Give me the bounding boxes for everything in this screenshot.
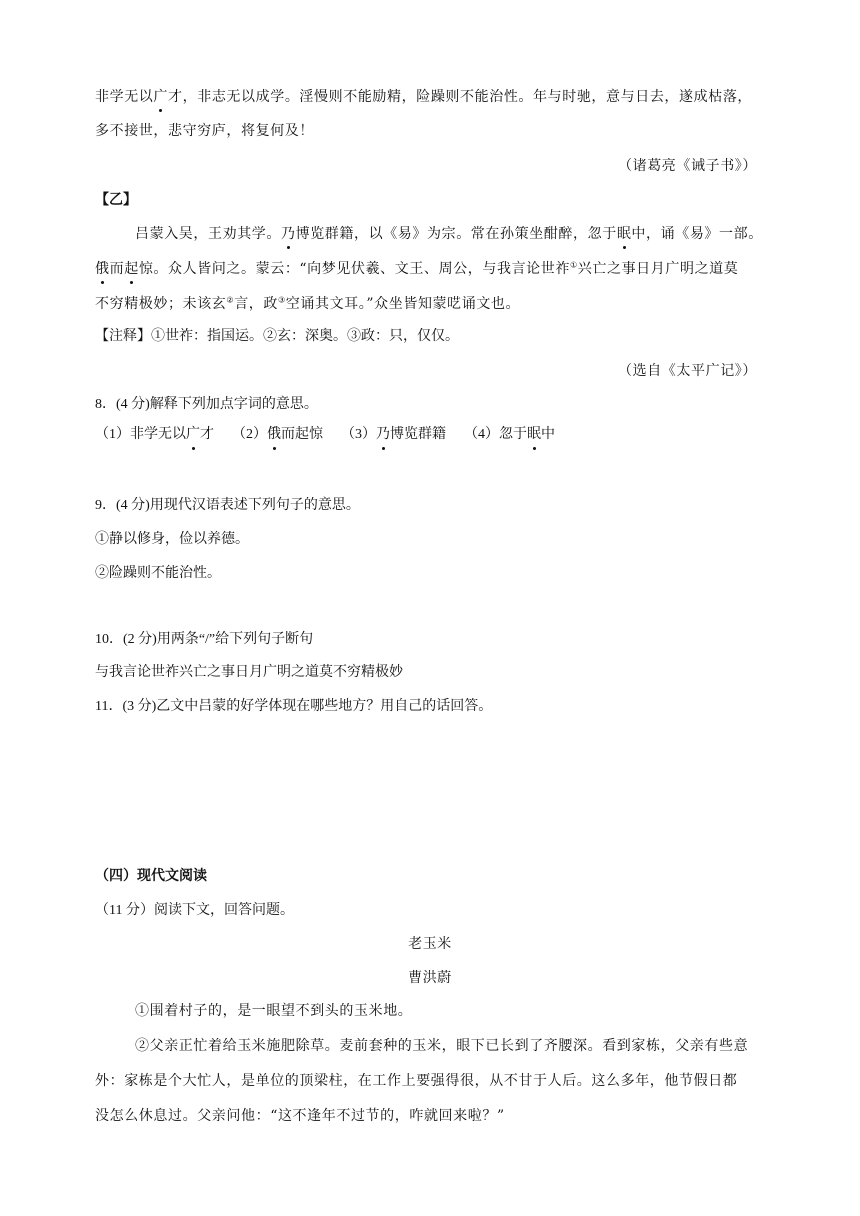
emphasis-dot-q8-4: 眠 [527, 425, 541, 445]
emphasis-dot-e: 俄 [95, 261, 110, 277]
yi-source: （选自《太平广记》） [618, 363, 757, 379]
jia-line-2: 多不接世，悲守穷庐，将复何及！ [95, 123, 314, 139]
question-10-sentence: 与我言论世祚兴亡之事日月广明之道莫不穷精极妙 [95, 665, 403, 680]
article-title: 老玉米 [408, 936, 452, 952]
question-9-sentence-2: ②险躁则不能治性。 [95, 566, 221, 581]
yi-heading: 【乙】 [95, 193, 137, 208]
emphasis-dot-q8-3: 乃 [376, 425, 390, 445]
emphasis-dot-nai: 乃 [281, 226, 296, 242]
question-10: 10．(2 分)用两条“/”给下列句子断句 [95, 632, 314, 647]
footnote-mark-3: ③ [278, 295, 286, 305]
jia-line-1: 非学无以广才，非志无以成学。淫慢则不能励精，险躁则不能治性。年与时驰，意与日去，遂成枯落， [95, 89, 753, 105]
question-9: 9．(4 分)用现代汉语表述下列句子的意思。 [95, 498, 360, 513]
emphasis-dot-mian: 眠 [616, 226, 632, 242]
section-4-heading: （四）现代文阅读 [95, 869, 207, 884]
jia-source: （诸葛亮《诫子书》） [618, 158, 757, 174]
article-paragraph-1: ①围着村子的，是一眼望不到头的玉米地。 [135, 1003, 413, 1019]
yi-line-3: 不穷精极妙；未该玄②言，政③空诵其文耳。”众坐皆知蒙呓诵文也。 [95, 295, 521, 312]
question-9-sentence-1: ①静以修身，俭以养德。 [95, 532, 249, 547]
footnote-mark-1: ① [569, 260, 578, 270]
article-paragraph-2-line-2: 外：家栋是个大忙人，是单位的顶梁柱，在工作上要强得很，从不甘于人后。这么多年，他节假日都 [95, 1073, 738, 1089]
question-8-items: （1）非学无以广才 （2）俄而起惊 （3）乃博览群籍 （4）忽于眠中 [95, 425, 555, 445]
section-4-intro: （11 分）阅读下文，回答问题。 [95, 903, 294, 918]
emphasis-dot-guang: 广 [153, 89, 169, 105]
footnote-mark-2: ② [226, 295, 235, 305]
question-11: 11．(3 分)乙文中吕蒙的好学体现在哪些地方？用自己的话回答。 [95, 699, 493, 714]
emphasis-dot-q8-1: 广 [186, 425, 200, 445]
emphasis-dot-q8-2: 俄 [267, 425, 281, 445]
emphasis-dot-qi: 起 [124, 261, 139, 277]
article-author: 曹洪蔚 [408, 970, 452, 986]
yi-notes: 【注释】①世祚：指国运。②玄：深奥。③政：只，仅仅。 [95, 329, 459, 344]
article-paragraph-2-line-3: 没怎么休息过。父亲问他：“这不逢年不过节的，咋就回来啦？” [95, 1108, 505, 1124]
yi-line-2: 俄而起惊。众人皆问之。蒙云：“向梦见伏羲、文王、周公，与我言论世祚①兴亡之事日月广明之道莫 [95, 260, 739, 277]
article-paragraph-2-line-1: ②父亲正忙着给玉米施肥除草。麦前套种的玉米，眼下已长到了齐腰深。看到家栋，父亲有些意 [135, 1038, 749, 1054]
yi-line-1: 吕蒙入吴，王劝其学。乃博览群籍，以《易》为宗。常在孙策坐酣醉，忽于眠中，诵《易》一部。 [135, 226, 763, 242]
question-8: 8．(4 分)解释下列加点字词的意思。 [95, 397, 318, 412]
